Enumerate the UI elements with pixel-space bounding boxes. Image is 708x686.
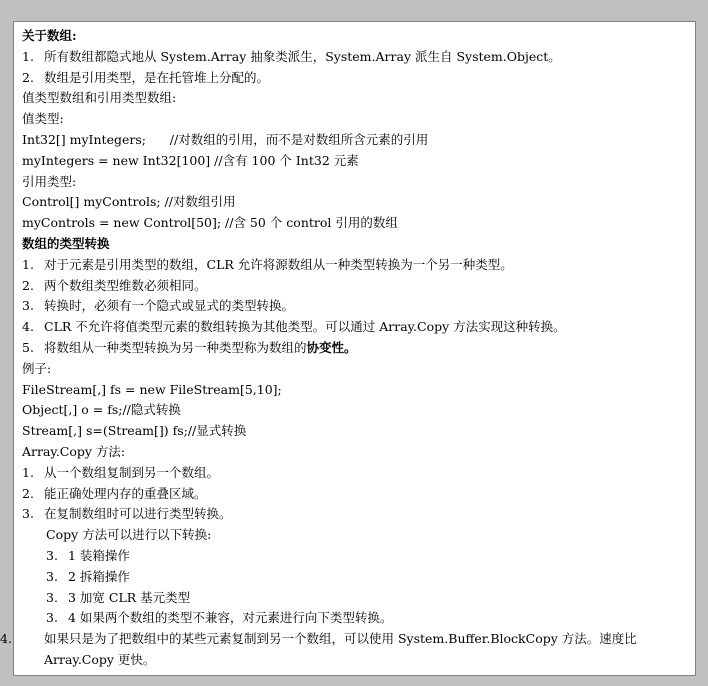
list-item: 1. 所有数组都隐式地从 System.Array 抽象类派生，System.Array 派生自 System.Object。 <box>22 48 561 64</box>
list-item: 1. 从一个数组复制到另一个数组。 <box>22 464 220 480</box>
example-label: 例子: <box>22 360 52 376</box>
code-line: myIntegers = new Int32[100] //含有 100 个 Int32 元素 <box>22 152 359 168</box>
sub-list-item: 3. 3 加宽 CLR 基元类型 <box>46 589 191 605</box>
code-line: myControls = new Control[50]; //含 50 个 control 引用的数组 <box>22 215 398 231</box>
section-title-array-conversion: 数组的类型转换 <box>22 235 110 251</box>
sub-list-item: 3. 1 装箱操作 <box>46 547 130 563</box>
list-item: 4. CLR 不允许将值类型元素的数组转换为其他类型。可以通过 Array.Copy 方法实现这种转换。 <box>22 319 566 335</box>
covariance-term: 协变性。 <box>306 339 357 355</box>
value-reference-heading: 值类型数组和引用类型数组: <box>22 90 177 106</box>
copy-conversions-intro: Copy 方法可以进行以下转换: <box>46 527 212 543</box>
code-line: Stream[,] s=(Stream[]) fs;//显式转换 <box>22 423 247 439</box>
sub-list-item: 3. 4 如果两个数组的类型不兼容，对元素进行向下类型转换。 <box>46 610 393 626</box>
list-item: 3. 转换时，必须有一个隐式或显式的类型转换。 <box>22 298 295 314</box>
list-item: 3. 在复制数组时可以进行类型转换。 <box>22 506 232 522</box>
section-title-about-arrays: 关于数组: <box>22 28 77 43</box>
list-item: 2. 两个数组类型维数必须相同。 <box>22 277 207 293</box>
document-frame <box>0 21 696 676</box>
list-item: 4. 如果只是为了把数组中的某些元素复制到另一个数组，可以使用 System.Buffer.BlockCopy 方法。速度比 Array.Copy 更快。 <box>0 631 637 667</box>
list-item: 5. 将数组从一种类型转换为另一种类型称为数组的协变性。 <box>22 339 357 355</box>
list-item: 1. 对于元素是引用类型的数组，CLR 允许将源数组从一种类型转换为一个另一种类型。 <box>22 256 513 272</box>
code-line: Control[] myControls; //对数组引用 <box>22 194 236 210</box>
reference-type-label: 引用类型: <box>22 173 77 189</box>
document-body <box>0 26 687 671</box>
list-item: 2. 数组是引用类型，是在托管堆上分配的。 <box>22 69 270 85</box>
list-item: 2. 能正确处理内存的重叠区域。 <box>22 485 207 501</box>
code-line: FileStream[,] fs = new FileStream[5,10]; <box>22 381 282 397</box>
array-copy-label: Array.Copy 方法: <box>22 443 126 459</box>
code-line: Int32[] myIntegers; //对数组的引用，而不是对数组所含元素的引用 <box>22 131 429 147</box>
value-type-label: 值类型: <box>22 111 64 127</box>
sub-list-item: 3. 2 拆箱操作 <box>46 568 130 584</box>
code-line: Object[,] o = fs;//隐式转换 <box>22 402 181 418</box>
